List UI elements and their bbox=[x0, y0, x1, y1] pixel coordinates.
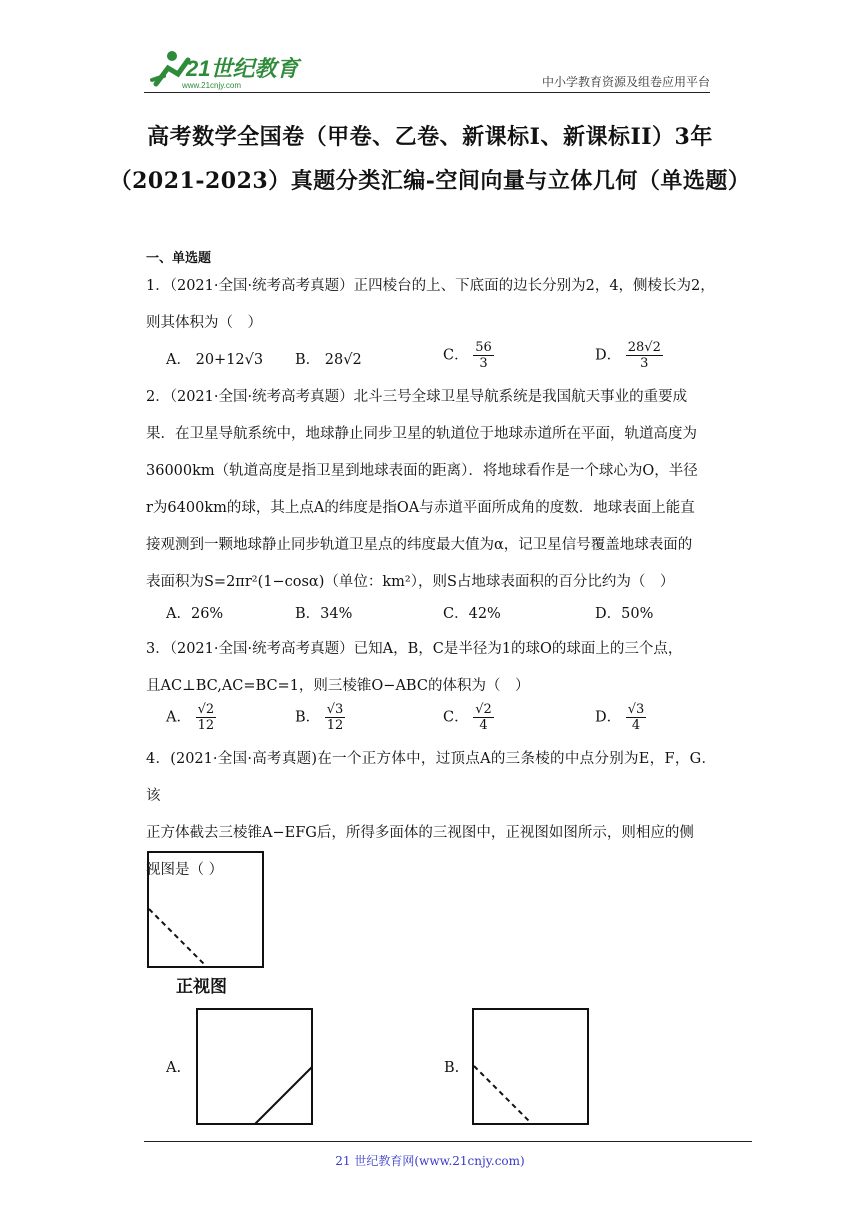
q4-option-a-label[interactable]: A. bbox=[166, 1060, 182, 1076]
q4-line2: 正方体截去三棱锥A−EFG后，所得多面体的三视图中，正视图如图所示，则相应的侧 bbox=[146, 825, 694, 841]
footer-divider bbox=[144, 1141, 752, 1142]
q3-option-b[interactable]: B． $\frac{√3}{12}$ bbox=[295, 702, 344, 733]
q2-line5: 接观测到一颗地球静止同步轨道卫星点的纬度最大值为α，记卫星信号覆盖地球表面的 bbox=[146, 537, 693, 553]
page-title-line2: （2021-2023）真题分类汇编-空间向量与立体几何（单选题） bbox=[109, 168, 751, 194]
q2-line1: 2．（2021·全国·统考高考真题）北斗三号全球卫星导航系统是我国航天事业的重要成 bbox=[146, 389, 688, 405]
q2-option-c[interactable]: C．42% bbox=[443, 606, 501, 622]
q3-line2: 且AC⊥BC,AC=BC=1，则三棱锥O−ABC的体积为（ ） bbox=[146, 678, 530, 694]
q2-option-a[interactable]: A．26% bbox=[166, 606, 224, 622]
q4-line3: 视图是（ ） bbox=[146, 862, 224, 878]
section-heading: 一、单选题 bbox=[146, 251, 212, 266]
q2-option-b[interactable]: B．34% bbox=[295, 606, 353, 622]
q4-line1: 4．(2021·全国·高考真题)在一个正方体中，过顶点A的三条棱的中点分别为E，F，G．该 bbox=[146, 751, 716, 804]
q4-option-b-figure[interactable] bbox=[472, 1008, 590, 1126]
q2-line3: 36000km（轨道高度是指卫星到地球表面的距离）．将地球看作是一个球心为O，半径 bbox=[146, 463, 698, 479]
header-divider bbox=[144, 92, 710, 93]
q4-option-a-figure[interactable] bbox=[196, 1008, 314, 1126]
q2-line2: 果．在卫星导航系统中，地球静止同步卫星的轨道位于地球赤道所在平面，轨道高度为 bbox=[146, 426, 697, 442]
site-logo bbox=[142, 46, 312, 92]
question-2 bbox=[146, 379, 716, 601]
front-view-figure bbox=[147, 851, 265, 969]
question-1 bbox=[146, 268, 716, 342]
q1-line2: 则其体积为（ ） bbox=[146, 315, 262, 331]
page-title-line1: 高考数学全国卷（甲卷、乙卷、新课标I、新课标II）3年 bbox=[147, 124, 713, 150]
logo-url: www.21cnjy.com bbox=[182, 81, 241, 90]
platform-name: 中小学教育资源及组卷应用平台 bbox=[541, 75, 710, 89]
footer-text[interactable]: 21 世纪教育网(www.21cnjy.com) bbox=[335, 1154, 525, 1168]
q1-option-b[interactable]: B． 28√2 bbox=[295, 352, 362, 368]
logo-text: 21世纪教育 bbox=[186, 56, 299, 81]
q2-option-d[interactable]: D．50% bbox=[595, 606, 654, 622]
q1-option-c[interactable]: C． $\frac{56}{3}$ bbox=[443, 340, 492, 371]
q3-line1: 3．（2021·全国·统考高考真题）已知A，B，C是半径为1的球O的球面上的三个点， bbox=[146, 641, 683, 657]
q2-line6: 表面积为S=2πr²(1−cosα)（单位：km²），则S占地球表面积的百分比约为（ ） bbox=[146, 574, 675, 590]
q1-line1: 1．（2021·全国·统考高考真题）正四棱台的上、下底面的边长分别为2，4，侧棱长为2， bbox=[146, 278, 715, 294]
front-view-label: 正视图 bbox=[176, 977, 227, 997]
q1-option-a[interactable]: A． 20+12√3 bbox=[166, 352, 264, 368]
q2-line4: r为6400km的球，其上点A的纬度是指OA与赤道平面所成角的度数．地球表面上能直 bbox=[146, 500, 695, 516]
q3-option-a[interactable]: A． $\frac{√2}{12}$ bbox=[166, 702, 215, 733]
q3-option-d[interactable]: D． $\frac{√3}{4}$ bbox=[595, 702, 645, 733]
q3-option-c[interactable]: C． $\frac{√2}{4}$ bbox=[443, 702, 492, 733]
question-3 bbox=[146, 631, 716, 705]
q1-option-d[interactable]: D． $\frac{28√2}{3}$ bbox=[595, 340, 661, 371]
q4-option-b-label[interactable]: B. bbox=[444, 1060, 460, 1076]
